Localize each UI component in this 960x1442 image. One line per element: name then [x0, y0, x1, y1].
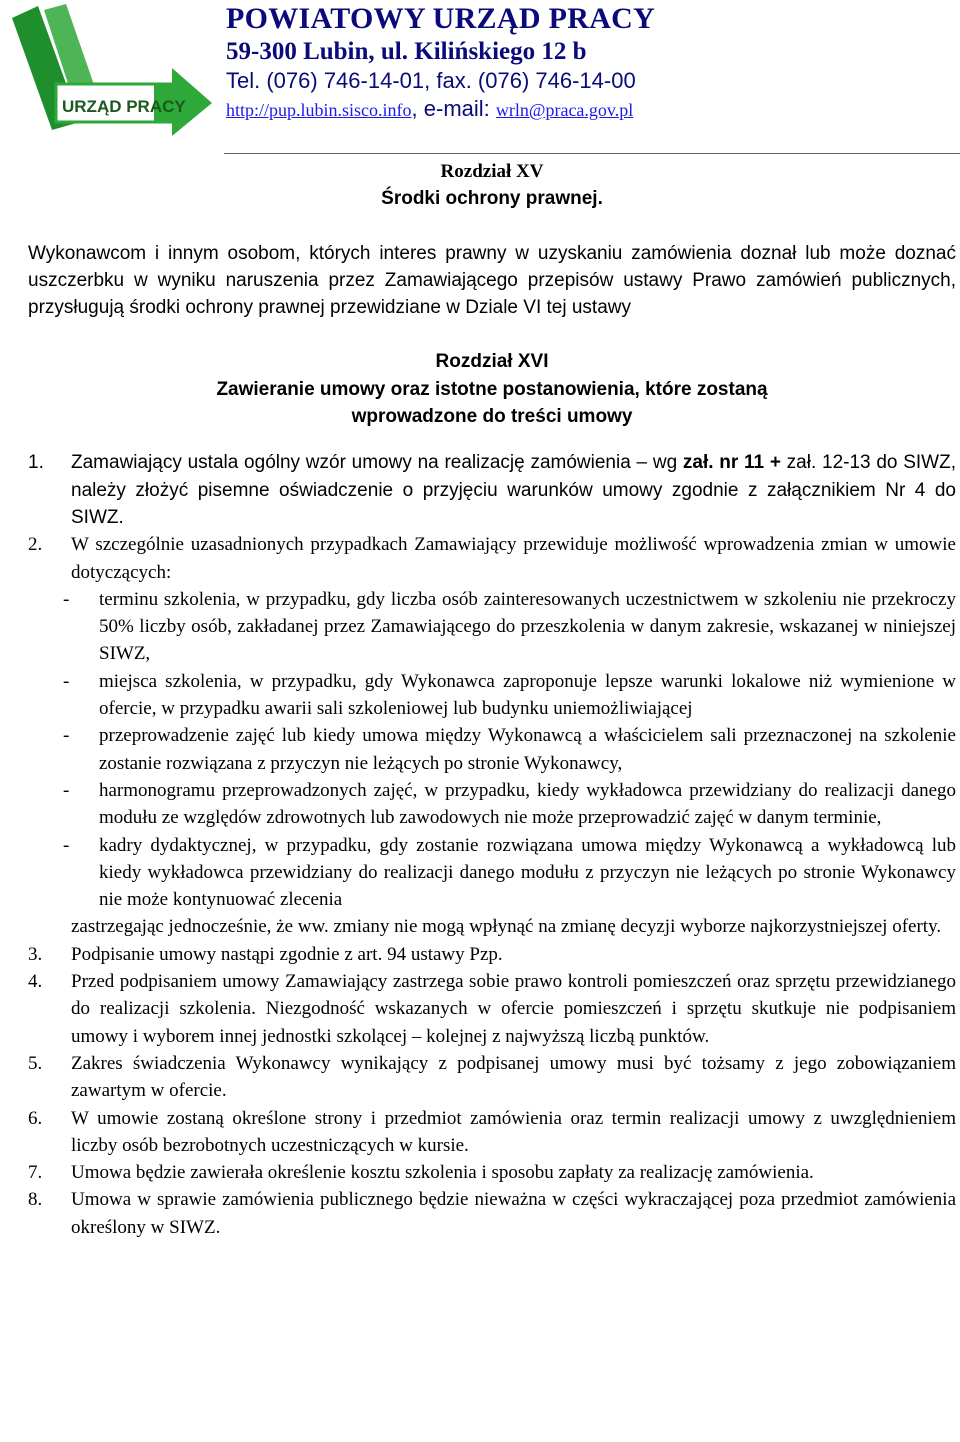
sub-text: przeprowadzenie zajęć lub kiedy umowa między Wykonawcą a właścicielem sali przeznaczonej na szkolenie zostanie rozwiązana z przyczyn nie leżących po stronie Wykonawcy,: [99, 725, 956, 774]
organization-contact: [226, 96, 633, 122]
list-text: Umowa będzie zawierała określenie kosztu szkolenia i sposobu zapłaty za realizację zamówienia.: [71, 1162, 814, 1184]
email-label: e-mail:: [417, 96, 496, 121]
list-text: Umowa w sprawie zamówienia publicznego będzie nieważna w części wykraczającej poza przedmiot zamówienia określony w SIWZ.: [71, 1189, 956, 1238]
list-text-bold: zał. nr 11 +: [682, 452, 781, 474]
chapter-15-title: Rozdział XV: [440, 161, 544, 182]
logo-text: URZĄD PRACY: [62, 97, 186, 116]
list-text: Przed podpisaniem umowy Zamawiający zastrzega sobie prawo kontroli pomieszczeń oraz sprzętu przewidzianego do realizacji szkolenia. Niezgodność wskazanych w ofercie pomieszczeń i sprzętu skutkuje nie podpisaniem umowy i wyborem innej jednostki szkolącej – kolejnej z najwyższą liczbą punktów.: [71, 971, 956, 1047]
list-number: 8.: [28, 1189, 43, 1211]
header-divider: [224, 153, 960, 154]
dash: -: [63, 779, 70, 801]
dash: -: [63, 670, 70, 692]
list-number: 3.: [28, 943, 43, 965]
list-item-7: [28, 1159, 956, 1186]
dash: -: [63, 725, 70, 747]
chapter-16-title: Rozdział XVI: [435, 351, 549, 373]
list-number: 4.: [28, 971, 43, 993]
organization-name: POWIATOWY URZĄD PRACY: [226, 2, 656, 35]
list-item-6: [28, 1105, 956, 1160]
list-item-8: [28, 1186, 956, 1241]
urzad-pracy-logo: [4, 4, 214, 136]
list-item-2: [28, 531, 956, 586]
website-link[interactable]: http://pup.lubin.sisco.info: [226, 100, 412, 120]
list-item-4: [28, 968, 956, 1050]
list-text: zał. 12-13 do SIWZ, należy złożyć pisemne oświadczenie o przyjęciu warunków umowy zgodnie z załącznikiem Nr 4 do SIWZ.: [71, 452, 956, 528]
list-item-1: [28, 449, 956, 531]
list-number: 7.: [28, 1162, 43, 1184]
dash: -: [63, 588, 70, 610]
list-text: Podpisanie umowy nastąpi zgodnie z art. 94 ustawy Pzp.: [71, 943, 503, 965]
sub-text: terminu szkolenia, w przypadku, gdy liczba osób zainteresowanych uczestnictwem w szkoleniu nie przekroczy 50% liczby osób, zakładanej przez Zamawiającego do przeszkolenia w danym zakresie, wskazanej w niniejszej SIWZ,: [99, 588, 956, 665]
list-item-3: [28, 941, 956, 968]
email-link[interactable]: wrln@praca.gov.pl: [495, 100, 634, 120]
organization-phone: Tel. (076) 746-14-01, fax. (076) 746-14-00: [226, 68, 636, 93]
list-item-5: [28, 1050, 956, 1105]
list-text: W umowie zostaną określone strony i przedmiot zamówienia oraz termin realizacji umowy z uwzględnieniem liczby osób bezrobotnych uczestniczących w kursie.: [71, 1107, 956, 1156]
sub-text: miejsca szkolenia, w przypadku, gdy Wykonawca zaproponuje lepsze warunki lokalowe niż wymienione w ofercie, w przypadku awarii sali szkoleniowej lub budynku uniemożliwiającej: [99, 670, 956, 720]
sub-item-1: [28, 586, 956, 668]
list-number: 5.: [28, 1052, 43, 1074]
list-text: W szczególnie uzasadnionych przypadkach Zamawiający przewiduje możliwość wprowadzenia zmian w umowie dotyczących:: [71, 534, 956, 583]
list-item-2-closing: zastrzegając jednocześnie, że ww. zmiany nie mogą wpłynąć na zmianę decyzji wyborze najkorzystniejszej oferty.: [71, 916, 942, 938]
contact-separator: ,: [411, 96, 418, 121]
document-body: [28, 158, 956, 1241]
list-text: Zakres świadczenia Wykonawcy wynikający z podpisanej umowy musi być tożsamy z jego zobowiązaniem zawartym w ofercie.: [71, 1052, 956, 1102]
list-number: 2.: [28, 534, 43, 556]
dash: -: [63, 834, 70, 856]
list-text: Zamawiający ustala ogólny wzór umowy na realizację zamówienia – wg: [71, 452, 683, 474]
sub-item-4: [28, 777, 956, 832]
list-number: 6.: [28, 1107, 43, 1129]
chapter-16-subtitle: Zawieranie umowy oraz istotne postanowienia, które zostaną wprowadzone do treści umowy: [216, 378, 768, 428]
sub-text: kadry dydaktycznej, w przypadku, gdy zostanie rozwiązana umowa między Wykonawcą a wykładowcą lub kiedy wykładowca przewidziany do realizacji danego modułu z przyczyn nie leżących po stronie Wykonawcy nie może kontynuować zlecenia: [99, 834, 956, 911]
organization-address: 59-300 Lubin, ul. Kilińskiego 12 b: [226, 38, 587, 65]
sub-item-2: [28, 668, 956, 723]
chapter-15-subtitle: Środki ochrony prawnej.: [381, 188, 603, 210]
sub-item-3: [28, 722, 956, 777]
list-number: 1.: [28, 452, 44, 474]
sub-item-5: [28, 832, 956, 914]
chapter-15-body: Wykonawcom i innym osobom, których interes prawny w uzyskaniu zamówienia doznał lub może doznać uszczerbku w wyniku naruszenia przez Zamawiającego przepisów ustawy Prawo zamówień publicznych, przysługują środki ochrony prawnej przewidziane w Dziale VI tej ustawy: [28, 242, 956, 319]
sub-text: harmonogramu przeprowadzonych zajęć, w przypadku, kiedy wykładowca przewidziany do realizacji danego modułu ze względów zdrowotnych lub zawodowych nie może przeprowadzić zajęć w danym terminie,: [99, 779, 956, 829]
